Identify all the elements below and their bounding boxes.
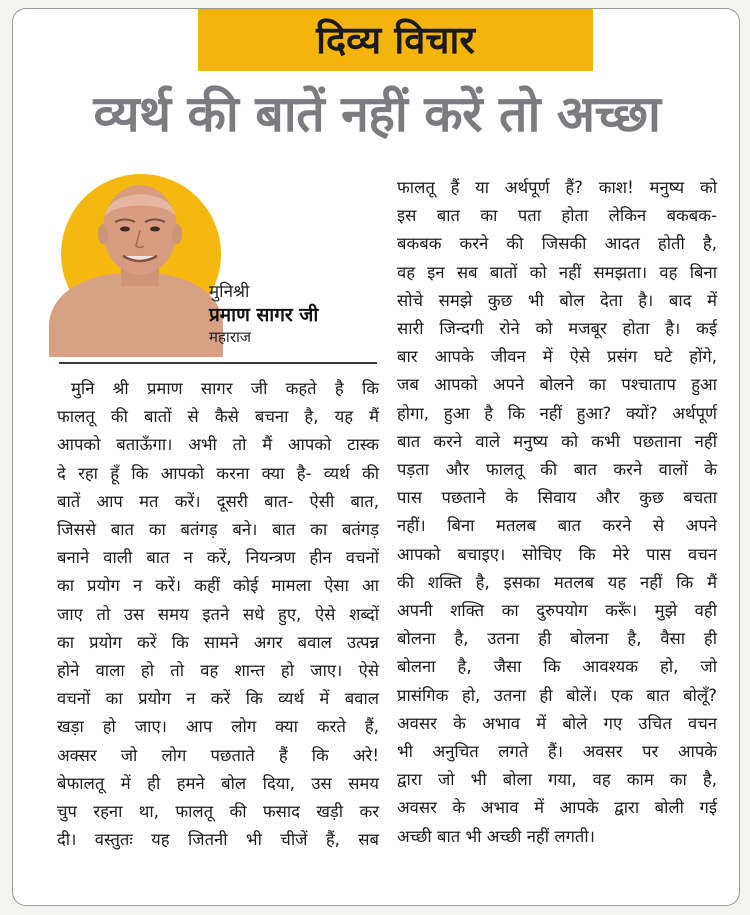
text-line: मुनि श्री प्रमाण सागर जी कहते है कि bbox=[71, 379, 379, 398]
text-line: खड़ा हो जाए। आप लोग क्या करते हैं, bbox=[57, 717, 379, 737]
text-line: सोचे समझे कुछ भी बोल देता है। बाद में bbox=[397, 290, 717, 310]
text-line: दी। वस्तुतः यह जितनी भी चीजें हैं, सब bbox=[57, 830, 379, 850]
caption-divider bbox=[59, 362, 377, 364]
text-line: सारी जिन्दगी रोने को मजबूर होता है। कई bbox=[397, 319, 717, 339]
author-caption bbox=[209, 281, 369, 347]
text-line: चुप रहना था, फालतू की फसाद खड़ी कर bbox=[57, 802, 379, 822]
text-line: होगा, हुआ है कि नहीं हुआ? क्यों? अर्थपूर्ण bbox=[397, 403, 717, 423]
text-line: आपको बताऊँगा। अभी तो मैं आपको टास्क bbox=[57, 435, 379, 455]
text-line: जब आपको अपने बोलने का पश्चाताप हुआ bbox=[397, 375, 717, 395]
text-line: जिससे बात का बतंगड़ बने। बात का बतंगड़ bbox=[57, 520, 379, 540]
text-line: नहीं। बिना मतलब बात करने से अपने bbox=[397, 516, 717, 536]
text-line: की शक्ति है, इसका मतलब यह नहीं कि मैं bbox=[397, 572, 717, 592]
author-portrait bbox=[43, 172, 223, 357]
text-line: बनाने वाली बात न करें, नियन्त्रण हीन वचनों bbox=[57, 548, 379, 568]
section-title: दिव्य विचार bbox=[316, 18, 475, 62]
section-banner bbox=[198, 9, 593, 71]
article-column-right bbox=[397, 174, 717, 851]
author-photo bbox=[43, 172, 223, 357]
text-line: पड़ता और फालतू की बात करने वालों के bbox=[397, 460, 717, 480]
text-line: प्रासंगिक हो, उतना ही बोलें। एक बात बोलूँ? bbox=[397, 685, 717, 705]
text-line: बात करने वाले मनुष्य को कभी पछताना नहीं bbox=[397, 431, 717, 451]
text-line: बोलना है, जैसा कि आवश्यक हो, जो bbox=[397, 657, 717, 677]
text-line: पास पछताने के सिवाय और कुछ बचता bbox=[397, 488, 717, 508]
text-line: इस बात का पता होता लेकिन बकबक- bbox=[397, 206, 717, 226]
article-headline: व्यर्थ की बातें नहीं करें तो अच्छा bbox=[93, 85, 661, 143]
text-line: बातें आप मत करें। दूसरी बात- ऐसी बात, bbox=[57, 491, 379, 511]
text-line: अच्छी बात भी अच्छी नहीं लगती। bbox=[397, 826, 595, 846]
text-line: का प्रयोग करें कि सामने अगर बवाल उत्पन्न bbox=[57, 632, 379, 652]
author-suffix: महाराज bbox=[209, 328, 251, 346]
text-line: द्वारा जो भी बोला गया, वह काम का है, bbox=[397, 770, 717, 790]
text-line: बार आपके जीवन में ऐसे प्रसंग घटे होंगे, bbox=[397, 347, 717, 367]
author-prefix: मुनिश्री bbox=[209, 282, 250, 302]
text-line: का प्रयोग न करें। कहीं कोई मामला ऐसा आ bbox=[57, 576, 379, 596]
newspaper-clipping bbox=[12, 8, 740, 906]
text-line: दे रहा हूँ कि आपको करना क्या है- व्यर्थ की bbox=[57, 463, 379, 483]
text-line: जाए तो उस समय इतने सधे हुए, ऐसे शब्दों bbox=[57, 604, 379, 624]
text-line: अवसर के अभाव में आपके द्वारा बोली गई bbox=[397, 798, 717, 818]
author-name: प्रमाण सागर जी bbox=[209, 304, 319, 326]
text-line: भी अनुचित लगते हैं। अवसर पर आपके bbox=[397, 742, 717, 762]
portrait-shoulders bbox=[49, 274, 223, 357]
text-line: वचनों का प्रयोग न करें कि व्यर्थ में बवाल bbox=[57, 689, 379, 709]
article-column-left bbox=[57, 375, 379, 854]
text-line: फालतू हैं या अर्थपूर्ण हैं? काश! मनुष्य को bbox=[397, 178, 717, 197]
text-line: वह इन सब बातों को नहीं समझता। वह बिना bbox=[397, 262, 717, 282]
text-line: आपको बचाइए। सोचिए कि मेरे पास वचन bbox=[397, 544, 717, 564]
text-line: अवसर के अभाव में बोले गए उचित वचन bbox=[397, 713, 717, 733]
text-line: बकबक करने की जिसकी आदत होती है, bbox=[397, 234, 717, 254]
text-line: होने वाला हो तो वह शान्त हो जाए। ऐसे bbox=[57, 661, 379, 681]
text-line: फालतू की बातों से कैसे बचना है, यह मैं bbox=[57, 407, 379, 427]
text-line: अपनी शक्ति का दुरुपयोग करूँ। मुझे वही bbox=[397, 601, 717, 621]
text-line: बोलना है, उतना ही बोलना है, वैसा ही bbox=[397, 629, 717, 649]
text-line: बेफालतू में ही हमने बोल दिया, उस समय bbox=[57, 773, 379, 793]
text-line: अक्सर जो लोग पछताते हैं कि अरे! bbox=[57, 745, 379, 765]
